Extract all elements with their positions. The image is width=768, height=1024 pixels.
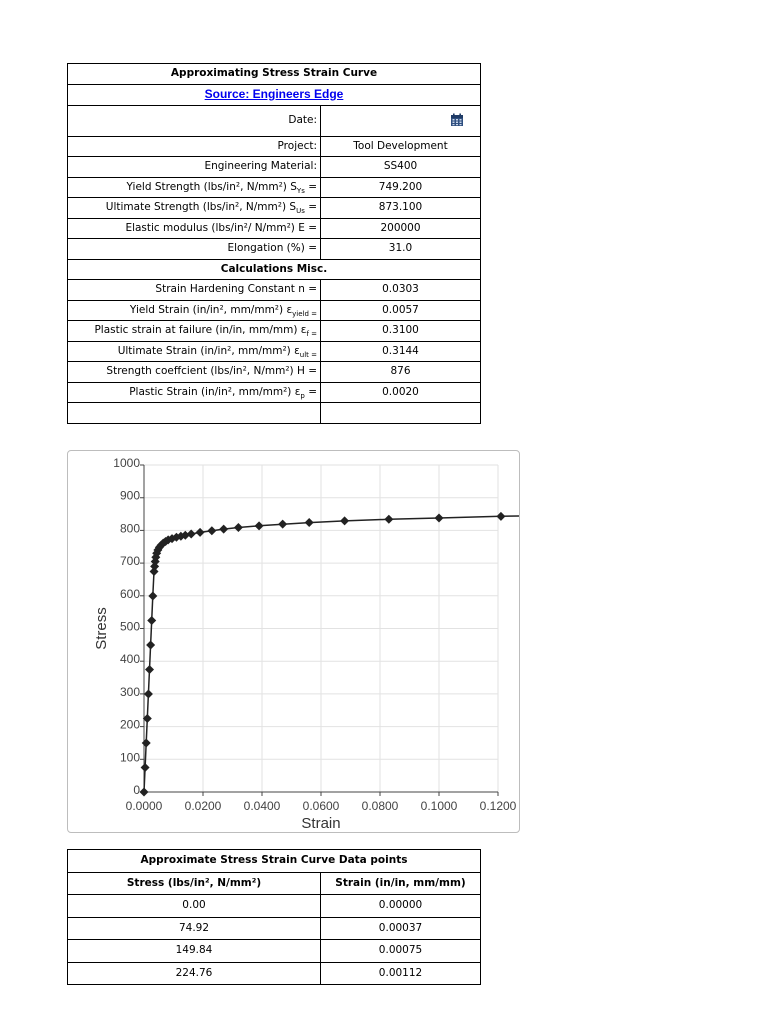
- calc-table: [67, 63, 481, 424]
- x-tick-label: 0.0600: [302, 799, 340, 813]
- strength-coeff-label: Strength coeffcient (lbs/in², N/mm²) H =: [68, 362, 321, 383]
- calc-title: Approximating Stress Strain Curve: [68, 64, 481, 85]
- data-point: [146, 641, 155, 650]
- data-point: [147, 616, 156, 625]
- hardening-value: 0.0303: [321, 280, 481, 301]
- points-title: Approximate Stress Strain Curve Data points: [68, 850, 481, 873]
- stress-cell: 0.00: [68, 895, 321, 918]
- stress-strain-chart: [67, 450, 520, 833]
- x-tick-label: 0.1200: [479, 799, 517, 813]
- y-tick-label: 900: [119, 488, 140, 503]
- x-tick-label: 0.0800: [361, 799, 399, 813]
- y-tick-label: 500: [119, 619, 140, 634]
- stress-cell: 149.84: [68, 940, 321, 963]
- yield-strain-value: 0.0057: [321, 300, 481, 321]
- data-point: [384, 515, 393, 524]
- y-tick-label: 600: [119, 586, 140, 601]
- x-tick-label: 0.0000: [125, 799, 163, 813]
- calendar-icon[interactable]: [450, 113, 466, 129]
- strain-cell: 0.00112: [321, 962, 481, 985]
- x-tick-label: 0.0200: [184, 799, 222, 813]
- data-point: [140, 788, 149, 797]
- ultimate-strength-value[interactable]: 873.100: [321, 198, 481, 219]
- hardening-label: Strain Hardening Constant n =: [68, 280, 321, 301]
- data-point: [148, 592, 157, 601]
- plastic-failure-value: 0.3100: [321, 321, 481, 342]
- data-point: [142, 739, 151, 748]
- data-point: [144, 690, 153, 699]
- stress-cell: 74.92: [68, 917, 321, 940]
- yield-strength-label: Yield Strength (lbs/in², N/mm²) $S_{Ys}$ =: [68, 177, 321, 198]
- strength-coeff-value: 876: [321, 362, 481, 383]
- y-axis-label: Stress: [93, 607, 110, 650]
- elongation-value[interactable]: 31.0: [321, 239, 481, 260]
- y-tick-label: 200: [119, 717, 140, 732]
- empty-cell-right: [321, 403, 481, 424]
- data-point: [305, 518, 314, 527]
- calculations-header: Calculations Misc.: [68, 259, 481, 280]
- data-point: [340, 516, 349, 525]
- ultimate-strain-value: 0.3144: [321, 341, 481, 362]
- table-row: [68, 962, 481, 985]
- date-field[interactable]: [321, 105, 481, 136]
- x-tick-label: 0.1000: [420, 799, 458, 813]
- data-point: [207, 526, 216, 535]
- empty-cell-left: [68, 403, 321, 424]
- y-tick-label: 1000: [113, 456, 140, 470]
- y-tick-label: 100: [119, 750, 140, 765]
- data-point: [435, 513, 444, 522]
- table-row: [68, 940, 481, 963]
- x-tick-label: 0.0400: [243, 799, 281, 813]
- table-row: [68, 895, 481, 918]
- yield-strain-label: Yield Strain (in/in², mm/mm²) $\varepsilon_{yield =}$: [68, 300, 321, 321]
- strain-cell: 0.00075: [321, 940, 481, 963]
- yield-strength-value[interactable]: 749.200: [321, 177, 481, 198]
- y-tick-label: 800: [119, 521, 140, 536]
- source-cell: [68, 84, 481, 105]
- source-link[interactable]: Source: Engineers Edge: [204, 86, 344, 101]
- strain-cell: 0.00000: [321, 895, 481, 918]
- ultimate-strength-label: Ultimate Strength (lbs/in², N/mm²) $S_{Us}$ =: [68, 198, 321, 219]
- ultimate-strain-label: Ultimate Strain (in/in², mm/mm²) $\varepsilon_{ult =}$: [68, 341, 321, 362]
- project-label: Project:: [68, 136, 321, 157]
- col-header-stress: Stress (lbs/in², N/mm²): [68, 872, 321, 895]
- plastic-strain-value: 0.0020: [321, 382, 481, 403]
- data-point: [219, 525, 228, 534]
- project-value[interactable]: Tool Development: [321, 136, 481, 157]
- plastic-strain-label: Plastic Strain (in/in², mm/mm²) $\varepsilon_p$ =: [68, 382, 321, 403]
- material-label: Engineering Material:: [68, 157, 321, 178]
- strain-cell: 0.00037: [321, 917, 481, 940]
- data-point: [141, 763, 150, 772]
- y-tick-label: 400: [119, 652, 140, 667]
- y-tick-label: 0: [133, 783, 140, 797]
- chart-svg: [68, 451, 519, 832]
- y-tick-label: 300: [119, 684, 140, 699]
- elastic-modulus-value[interactable]: 200000: [321, 218, 481, 239]
- table-row: [68, 917, 481, 940]
- elongation-label: Elongation (%) =: [68, 239, 321, 260]
- plastic-failure-label: Plastic strain at failure (in/in, mm/mm) $\varepsilon_{f =}$: [68, 321, 321, 342]
- date-label: Date:: [68, 105, 321, 136]
- data-point: [278, 520, 287, 529]
- stress-cell: 224.76: [68, 962, 321, 985]
- series-line: [144, 515, 519, 792]
- material-value[interactable]: SS400: [321, 157, 481, 178]
- col-header-strain: Strain (in/in, mm/mm): [321, 872, 481, 895]
- y-tick-label: 700: [119, 554, 140, 569]
- elastic-modulus-label: Elastic modulus (lbs/in²/ N/mm²) E =: [68, 218, 321, 239]
- data-points-table: [67, 849, 481, 985]
- x-axis-label: Strain: [301, 815, 341, 832]
- data-point: [145, 665, 154, 674]
